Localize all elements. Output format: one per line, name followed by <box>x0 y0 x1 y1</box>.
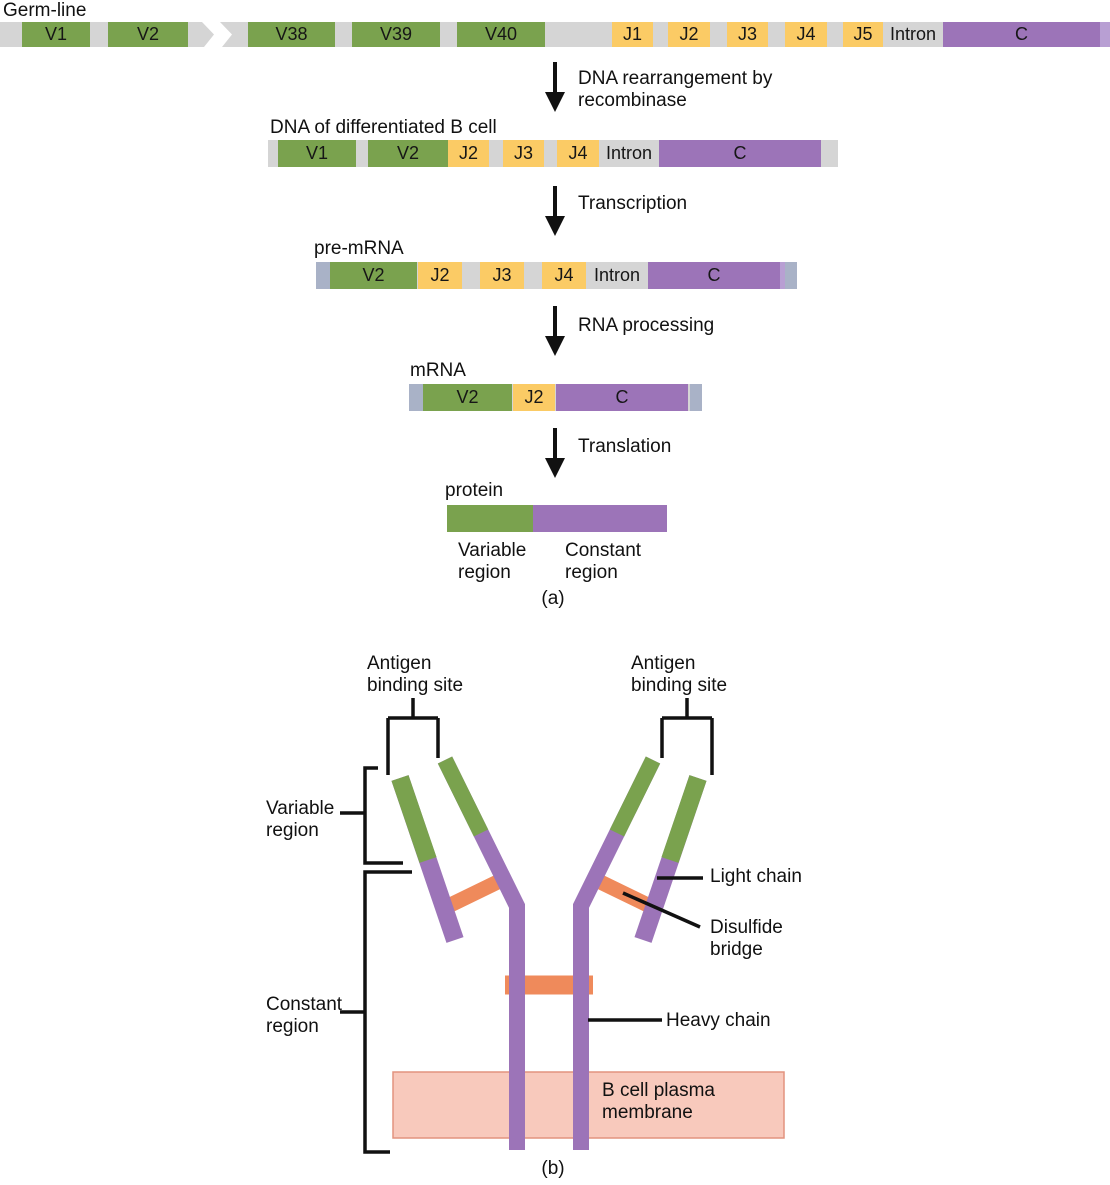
antigen-binding-site-label-left: Antigen binding site <box>367 653 464 696</box>
step-label-recombination: DNA rearrangement by recombinase <box>578 68 773 111</box>
utr-cap <box>409 384 423 411</box>
gene-segment: V1 <box>278 140 356 167</box>
gene-segment: J2 <box>448 140 489 167</box>
gene-segment: V40 <box>457 22 545 47</box>
germline-label: Germ-line <box>3 0 87 21</box>
utr-cap <box>690 384 702 411</box>
light-chain-variable-right <box>670 778 698 860</box>
gene-segment: J4 <box>557 140 599 167</box>
step-label-transcription: Transcription <box>578 193 688 214</box>
panel-b-caption: (b) <box>541 1158 565 1179</box>
germline-dna-bar <box>0 22 1110 47</box>
mrna-label: mRNA <box>410 360 466 381</box>
gene-segment: V2 <box>368 140 448 167</box>
down-arrow-icon <box>542 428 568 478</box>
constant-segment: C <box>648 262 780 289</box>
constant-segment: C <box>659 140 821 167</box>
gene-segment: V38 <box>248 22 335 47</box>
mrna-bar <box>409 384 702 411</box>
down-arrow-icon <box>542 62 568 112</box>
pre-mrna-bar <box>316 262 797 289</box>
step-label-translation: Translation <box>578 436 672 457</box>
gene-segment: J3 <box>727 22 768 47</box>
light-chain-label: Light chain <box>710 866 802 887</box>
panel-a-caption: (a) <box>541 588 565 609</box>
protein-variable-region-label: Variable region <box>458 540 527 583</box>
gene-segment: V1 <box>22 22 90 47</box>
disulfide-bridge-label: Disulfide bridge <box>710 917 783 960</box>
bcell-dna-label: DNA of differentiated B cell <box>270 117 497 138</box>
gene-segment: J5 <box>843 22 883 47</box>
protein-bar <box>447 505 667 532</box>
gene-segment: V2 <box>108 22 188 47</box>
utr-cap <box>785 262 797 289</box>
heavy-chain-label: Heavy chain <box>666 1010 771 1031</box>
gene-segment: V39 <box>352 22 440 47</box>
gene-segment: J1 <box>612 22 653 47</box>
intron-segment: Intron <box>605 143 653 163</box>
gene-segment: J2 <box>513 384 555 411</box>
gene-segment: V2 <box>330 262 417 289</box>
protein-label: protein <box>445 480 504 501</box>
gene-segment: V2 <box>423 384 512 411</box>
down-arrow-icon <box>542 186 568 236</box>
gene-segment: J3 <box>480 262 524 289</box>
heavy-chain-variable-left <box>445 760 481 833</box>
constant-region-label: Constant region <box>266 994 343 1037</box>
antibody-structure-drawing <box>0 625 1110 1185</box>
membrane-label: B cell plasma membrane <box>602 1080 715 1123</box>
gene-segment: J3 <box>503 140 544 167</box>
protein-variable-region <box>447 505 533 532</box>
antigen-bracket-left <box>388 698 438 775</box>
utr-cap <box>316 262 330 289</box>
pre-mrna-label: pre-mRNA <box>314 238 404 259</box>
dna-break-zigzag <box>192 22 238 47</box>
intron-segment: Intron <box>889 24 937 44</box>
bcell-dna-bar <box>268 140 838 167</box>
intron-segment: Intron <box>593 265 641 285</box>
variable-region-label: Variable region <box>266 798 335 841</box>
antigen-binding-site-label-right: Antigen binding site <box>631 653 728 696</box>
gene-segment: J4 <box>542 262 586 289</box>
protein-constant-region-label: Constant region <box>565 540 642 583</box>
gene-segment: J2 <box>418 262 462 289</box>
protein-constant-region <box>533 505 667 532</box>
gene-segment: J2 <box>668 22 710 47</box>
down-arrow-icon <box>542 306 568 356</box>
gene-segment: J4 <box>785 22 827 47</box>
antigen-bracket-right <box>662 698 712 775</box>
segment-end-sliver <box>1100 22 1110 47</box>
heavy-chain-variable-right <box>617 760 653 833</box>
constant-segment: C <box>943 22 1100 47</box>
light-chain-variable-left <box>400 778 428 860</box>
step-label-rna-processing: RNA processing <box>578 315 715 336</box>
constant-segment: C <box>556 384 688 411</box>
